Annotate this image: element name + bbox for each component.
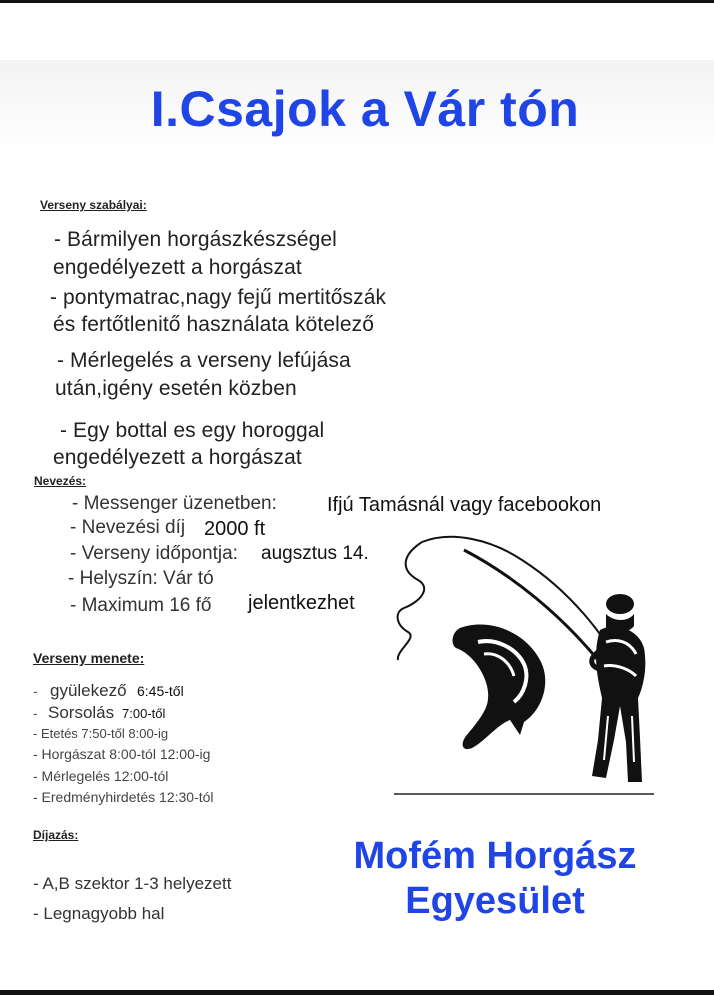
page-title: I.Csajok a Vár tón bbox=[150, 81, 580, 137]
dash-mark: - bbox=[33, 683, 38, 699]
schedule-item-5: - Mérlegelés 12:00-tól bbox=[33, 768, 169, 784]
entry-date-value: augsztus 14. bbox=[261, 543, 369, 564]
rules-heading: Verseny szabályai: bbox=[40, 198, 147, 212]
rule-line-2: engedélyezett a horgászat bbox=[53, 256, 302, 279]
prize-item-1: - A,B szektor 1-3 helyezett bbox=[33, 874, 232, 893]
dash-mark: - bbox=[33, 705, 38, 721]
rule-line-5: - Mérlegelés a verseny lefújása bbox=[57, 349, 351, 372]
rule-line-1: - Bármilyen horgászkészségel bbox=[54, 228, 337, 251]
club-name-line-1: Mofém Horgász bbox=[353, 835, 637, 877]
bottom-border bbox=[0, 990, 714, 995]
schedule-item-4: - Horgászat 8:00-tól 12:00-ig bbox=[33, 746, 211, 762]
schedule-item-6: - Eredményhirdetés 12:30-tól bbox=[33, 789, 214, 805]
rule-line-3: - pontymatrac,nagy fejű mertitőszák bbox=[50, 286, 387, 309]
fisherman-with-fish-icon bbox=[392, 530, 654, 800]
entry-max-label: - Maximum 16 fő bbox=[70, 595, 212, 616]
prizes-heading: Díjazás: bbox=[33, 828, 79, 842]
entry-date-label: - Verseny időpontja: bbox=[70, 543, 238, 564]
rule-line-7: - Egy bottal es egy horoggal bbox=[60, 419, 325, 442]
top-border bbox=[0, 0, 714, 3]
rule-line-4: és fertőtlenitő használata kötelező bbox=[53, 313, 375, 336]
schedule-item-3: - Etetés 7:50-től 8:00-ig bbox=[33, 726, 169, 741]
club-name-line-2: Egyesület bbox=[405, 879, 585, 922]
entry-messenger-label: - Messenger üzenetben: bbox=[72, 493, 277, 514]
entry-max-value: jelentkezhet bbox=[248, 592, 355, 614]
entry-fee-label: - Nevezési díj bbox=[70, 517, 186, 538]
entry-heading: Nevezés: bbox=[34, 474, 87, 488]
club-name bbox=[285, 834, 705, 924]
schedule-item-1-label: gyülekező bbox=[50, 681, 127, 700]
entry-place: - Helyszín: Vár tó bbox=[68, 568, 214, 589]
prize-item-2: - Legnagyobb hal bbox=[33, 904, 165, 923]
rule-line-6: után,igény esetén közben bbox=[55, 377, 297, 400]
rule-line-8: engedélyezett a horgászat bbox=[53, 446, 302, 469]
schedule-item-2-time: 7:00-től bbox=[122, 706, 166, 721]
schedule-item-1-time: 6:45-től bbox=[137, 683, 184, 699]
schedule-item-2-label: Sorsolás bbox=[48, 703, 115, 722]
entry-messenger-value: Ifjú Tamásnál vagy facebookon bbox=[327, 494, 602, 516]
schedule-heading: Verseny menete: bbox=[33, 650, 145, 666]
entry-fee-value: 2000 ft bbox=[204, 518, 266, 540]
